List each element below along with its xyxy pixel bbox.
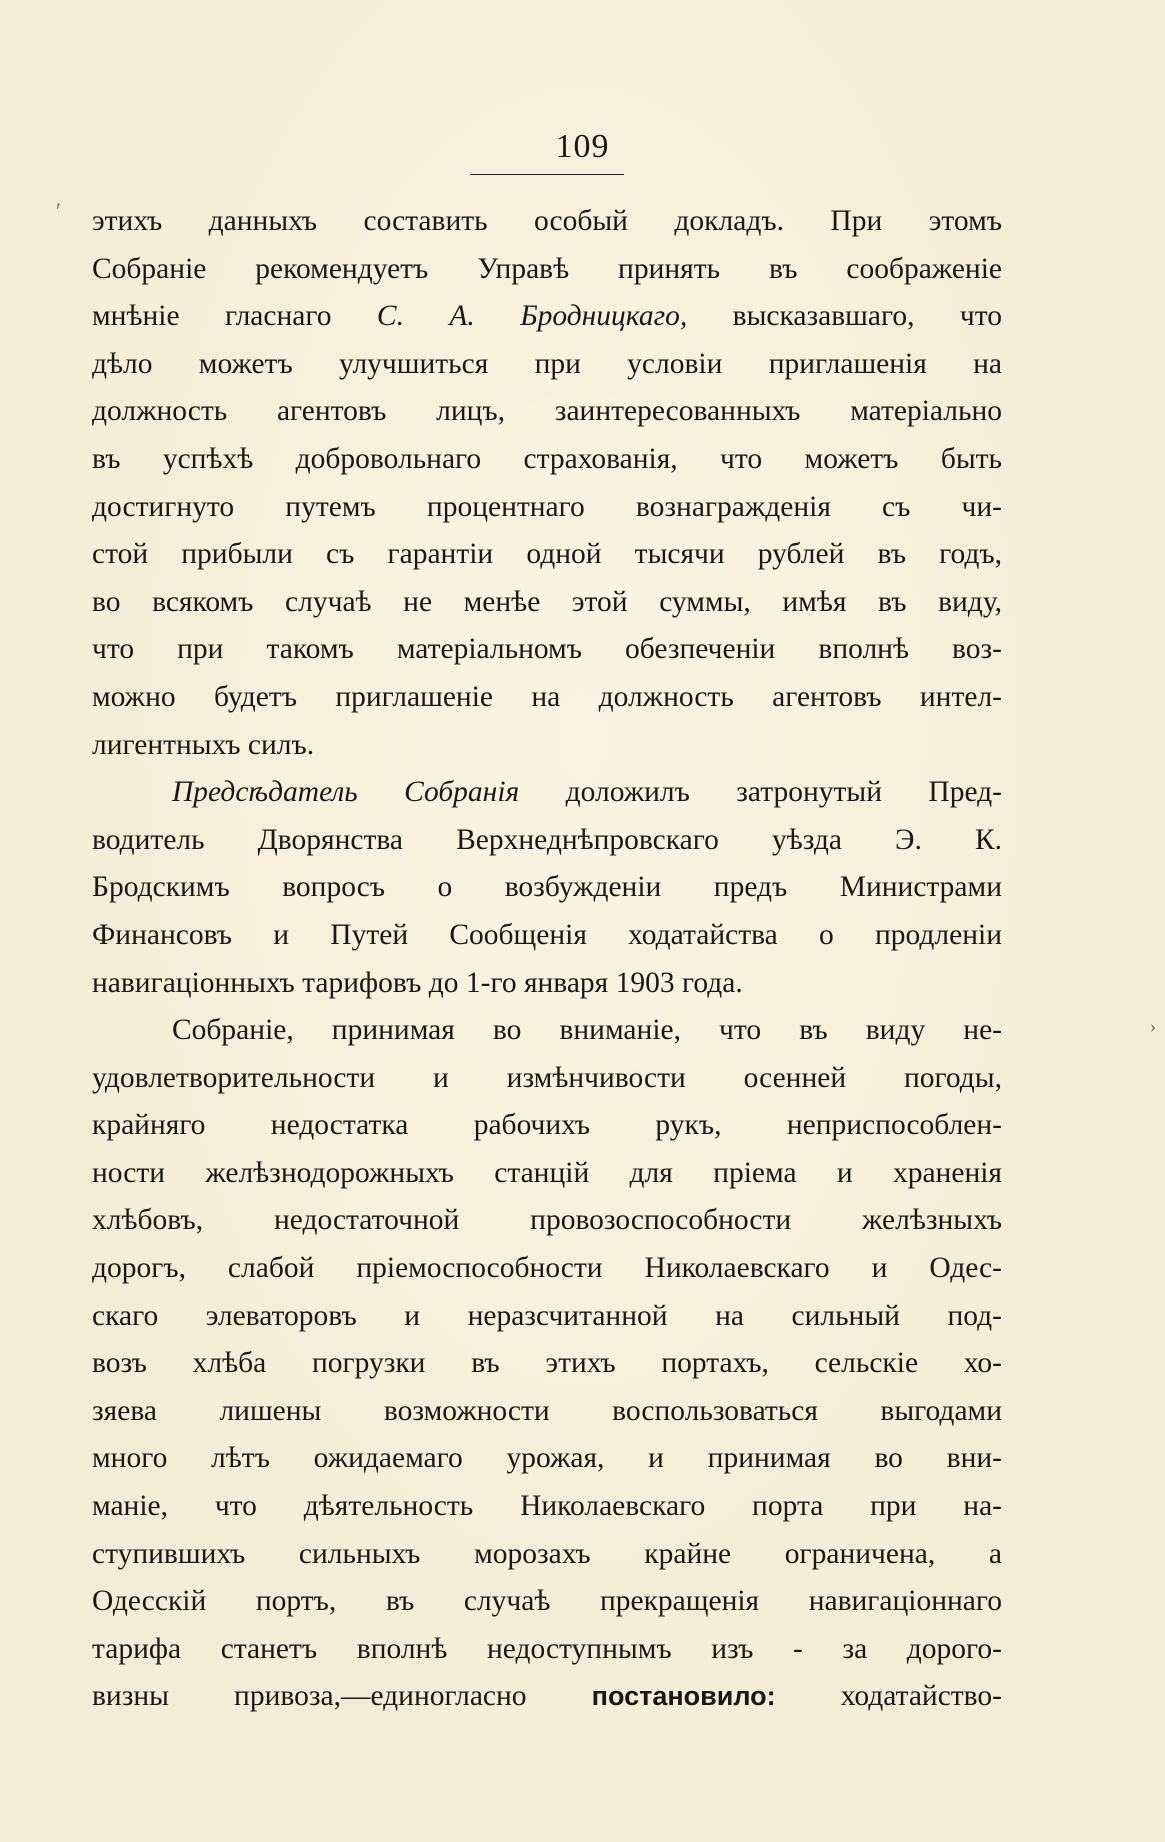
text-line: Собраніе рекомендуетъ Управѣ принять въ соображеніе [92, 252, 1002, 285]
text-line [92, 769, 1002, 817]
margin-tick-mark: ′ [56, 198, 61, 223]
paragraph-1 [92, 198, 1002, 769]
text-line: Одесскій портъ, въ случаѣ прекращенія навигаціоннаго [92, 1585, 1002, 1618]
text-line: зяева лишены возможности воспользоваться выгодами [92, 1394, 1002, 1427]
text-line: водитель Дворянства Верхнеднѣпровскаго уѣзда Э. К. [92, 823, 1002, 856]
header-rule [470, 174, 624, 175]
text-fragment: визны привоза,—единогласно [92, 1680, 592, 1713]
margin-arrow-mark: › [1150, 1016, 1156, 1036]
text-line: тарифа станетъ вполнѣ недоступнымъ изъ - за дорого- [92, 1632, 1002, 1665]
text-line: лигентныхъ силъ. [92, 728, 315, 761]
text-line: ности желѣзнодорожныхъ станцій для пріема и храненія [92, 1156, 1002, 1189]
text-line: маніе, что дѣятельность Николаевскаго порта при на- [92, 1490, 1002, 1523]
paragraph-2 [92, 769, 1002, 1007]
italic-lead: Предсѣдатель Собранія [172, 776, 520, 809]
text-line: хлѣбовъ, недостаточной провозоспособности желѣзныхъ [92, 1204, 1002, 1237]
text-fragment: доложилъ затронутый Пред- [519, 776, 1002, 809]
text-line: въ успѣхѣ добровольнаго страхованія, что можетъ быть [92, 442, 1002, 475]
text-fragment: мнѣніе гласнаго [92, 300, 377, 333]
text-line: что при такомъ матеріальномъ обезпеченіи вполнѣ воз- [92, 633, 1002, 666]
text-line: достигнуто путемъ процентнаго вознагражденія съ чи- [92, 490, 1002, 523]
text-line: Бродскимъ вопросъ о возбужденіи предъ Министрами [92, 871, 1002, 904]
text-line [92, 293, 1002, 341]
text-line: Собраніе, принимая во вниманіе, что въ виду не- [172, 1014, 1002, 1047]
paragraph-3 [92, 1007, 1002, 1721]
text-line [92, 1673, 1002, 1721]
text-line: ступившихъ сильныхъ морозахъ крайне ограничена, а [92, 1537, 1002, 1570]
body-text [92, 198, 1002, 1721]
text-line: крайняго недостатка рабочихъ рукъ, неприспособлен- [92, 1109, 1002, 1142]
text-fragment: высказавшаго, что [687, 300, 1002, 333]
text-line: должность агентовъ лицъ, заинтересованныхъ матеріально [92, 395, 1002, 428]
bold-keyword: постановило: [591, 1681, 776, 1712]
text-line: стой прибыли съ гарантіи одной тысячи рублей въ годъ, [92, 538, 1002, 571]
page-number: 109 [555, 128, 610, 165]
text-line: удовлетворительности и измѣнчивости осенней погоды, [92, 1061, 1002, 1094]
italic-name: С. А. Бродницкаго, [376, 300, 688, 333]
text-line: дорогъ, слабой пріемоспособности Николаевскаго и Одес- [92, 1252, 1002, 1285]
text-line: этихъ данныхъ составить особый докладъ. При этомъ [92, 205, 1002, 237]
text-line: скаго элеваторовъ и неразсчитанной на сильный под- [92, 1299, 1002, 1332]
text-line: возъ хлѣба погрузки въ этихъ портахъ, сельскіе хо- [92, 1347, 1002, 1380]
text-line: дѣло можетъ улучшиться при условіи приглашенія на [92, 347, 1002, 380]
text-line: навигаціонныхъ тарифовъ до 1-го января 1903 года. [92, 966, 743, 999]
text-line: во всякомъ случаѣ не менѣе этой суммы, имѣя въ виду, [92, 585, 1002, 618]
text-line: можно будетъ приглашеніе на должность агентовъ интел- [92, 680, 1002, 713]
text-fragment: ходатайство- [775, 1680, 1002, 1713]
text-line: Финансовъ и Путей Сообщенія ходатайства о продленіи [92, 918, 1002, 951]
text-line: много лѣтъ ожидаемаго урожая, и принимая во вни- [92, 1442, 1002, 1475]
